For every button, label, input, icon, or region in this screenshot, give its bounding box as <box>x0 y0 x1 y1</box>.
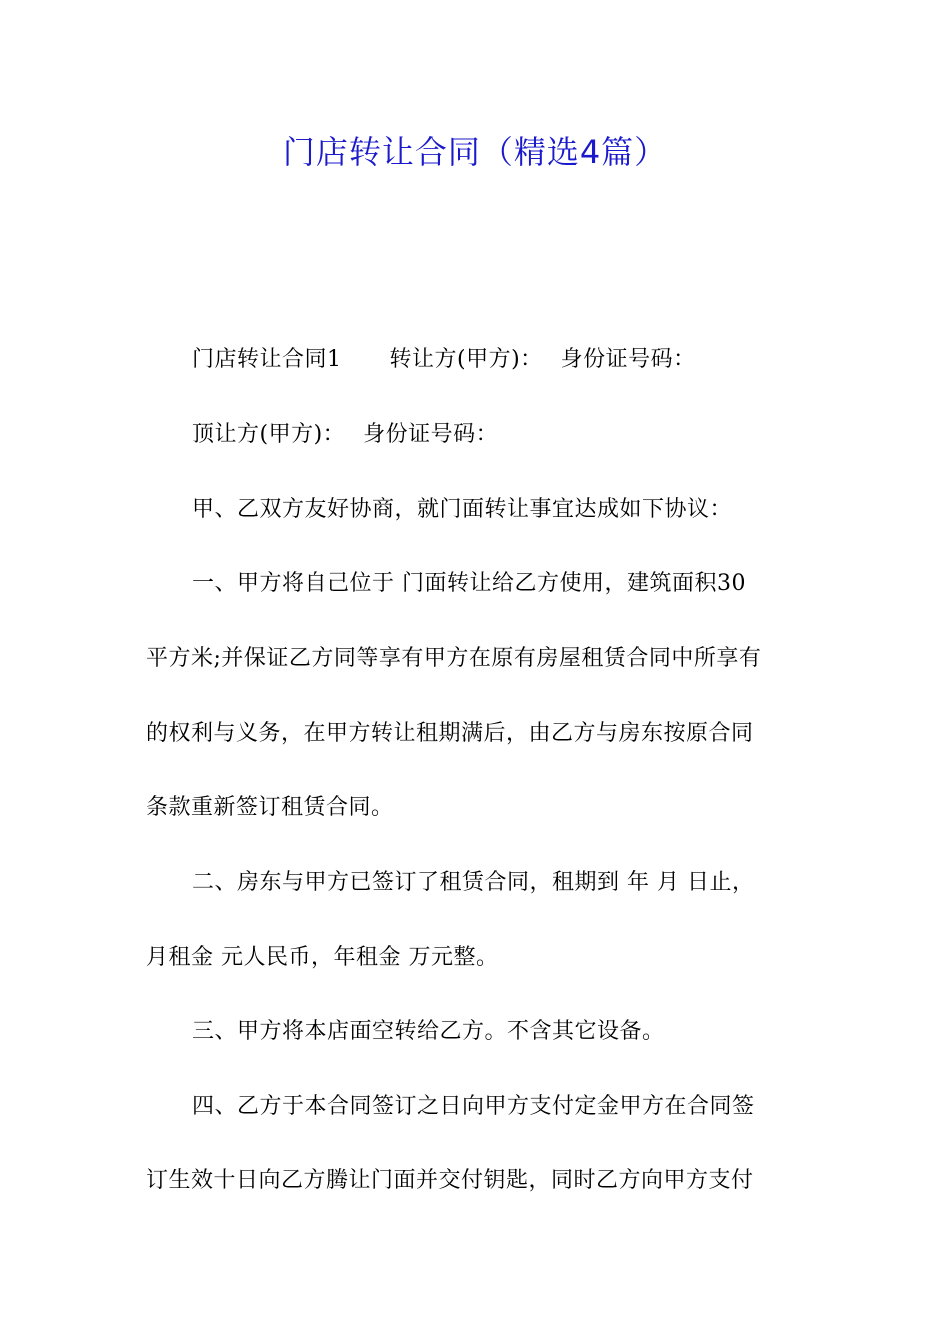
transferee-label: 顶让方(甲方)： <box>192 422 346 447</box>
paragraph-line: 条款重新签订租赁合同。 <box>146 795 394 820</box>
paragraph-line: 一、甲方将自己位于 门面转让给乙方使用，建筑面积30 <box>192 571 746 596</box>
paragraph-line: 的权利与义务，在甲方转让租期满后，由乙方与房东按原合同 <box>146 721 754 746</box>
party-line-transferor <box>192 342 852 378</box>
transferor-label: 转让方(甲方)： <box>389 347 543 372</box>
id-number-label: 身份证号码： <box>560 347 696 372</box>
party-line-transferee <box>192 417 852 453</box>
id-number-label: 身份证号码： <box>363 422 499 447</box>
paragraph-line: 三、甲方将本店面空转给乙方。不含其它设备。 <box>192 1019 665 1044</box>
paragraph-line: 四、乙方于本合同签订之日向甲方支付定金甲方在合同签 <box>192 1094 755 1119</box>
document-title: 门店转让合同（精选4篇） <box>282 133 668 171</box>
paragraph-line: 二、房东与甲方已签订了租赁合同，租期到 年 月 日止， <box>192 870 755 895</box>
paragraph-line: 订生效十日向乙方腾让门面并交付钥匙，同时乙方向甲方支付 <box>146 1168 754 1193</box>
paragraph-line: 甲、乙双方友好协商，就门面转让事宜达成如下协议： <box>192 497 733 522</box>
paragraph-line: 平方米;并保证乙方同等享有甲方在原有房屋租赁合同中所享有 <box>146 646 762 671</box>
contract-label: 门店转让合同1 <box>192 347 342 372</box>
paragraph-line: 月租金 元人民币，年租金 万元整。 <box>146 945 499 970</box>
